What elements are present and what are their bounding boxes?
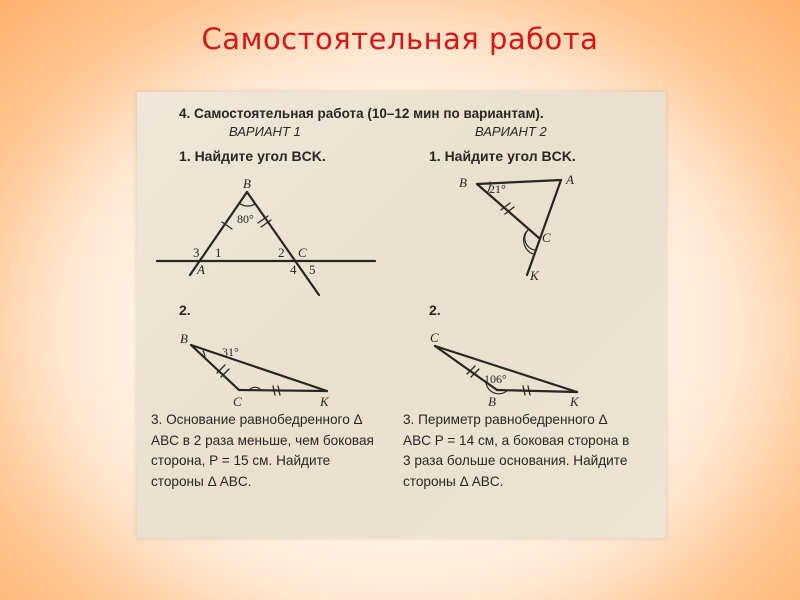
v1f1-label-3: 3 [193,245,200,260]
v1f2-label-k: K [320,394,329,409]
variant2-task2: 2. [429,302,441,318]
slide-title: Самостоятельная работа [201,22,599,56]
v1f2-side-bk [191,345,327,391]
v2f1-label-c: C [542,230,551,245]
v1f1-label-4: 4 [290,262,297,277]
v1f2-angle-value: 31° [222,345,239,359]
v1f1-label-5: 5 [309,262,316,277]
v2f2-angle-value: 106° [484,372,507,386]
v1f1-side-bc [247,192,319,295]
v1f1-label-a: A [197,262,205,277]
variant2-label: ВАРИАНТ 2 [475,124,547,139]
v2f1-side-ak [527,180,561,275]
variant1-figure1 [157,192,375,295]
v1f1-label-2: 2 [278,245,285,260]
v2f2-label-b: B [488,394,496,409]
worksheet-scan [137,92,666,538]
v2f1-angle-value: 21° [489,182,506,196]
v2f1-label-b: B [459,175,467,190]
variant2-task1: 1. Найдите угол BCK. [429,148,576,164]
v1f1-angle-arc [239,203,255,206]
variant1-task1: 1. Найдите угол BCK. [179,148,326,164]
v1f1-angle-value: 80° [237,212,254,226]
worksheet-heading: 4. Самостоятельная работа (10–12 мин по вариантам). [179,106,544,121]
v2f2-label-k: K [570,394,579,409]
v1f1-label-c: C [298,245,307,260]
v1f2-label-b: B [180,331,188,346]
variant2-task3: 3. Периметр равнобедренного Δ ABC P = 14 см, а боковая сторона в 3 раза больше основания. Найдите стороны Δ ABC. [403,412,630,489]
variant1-task2: 2. [179,302,191,318]
v1f1-label-b: B [243,176,251,191]
variant2-figure2 [435,346,577,395]
v2f2-label-c: C [430,330,439,345]
v2f2-side-bk [497,390,577,392]
v1f2-label-c: C [233,394,242,409]
v1f1-label-1: 1 [215,245,222,260]
variant1-figure2 [191,345,327,395]
variant1-task3: 3. Основание равнобедренного Δ ABC в 2 раза меньше, чем боковая сторона, P = 15 см. Найдите стороны Δ ABC. [151,412,374,489]
variant1-label: ВАРИАНТ 1 [229,124,301,139]
geometry-figures [137,92,666,538]
v1f2-side-ck [239,390,327,391]
v2f1-label-k: K [530,268,539,283]
v2f1-label-a: A [566,172,574,187]
